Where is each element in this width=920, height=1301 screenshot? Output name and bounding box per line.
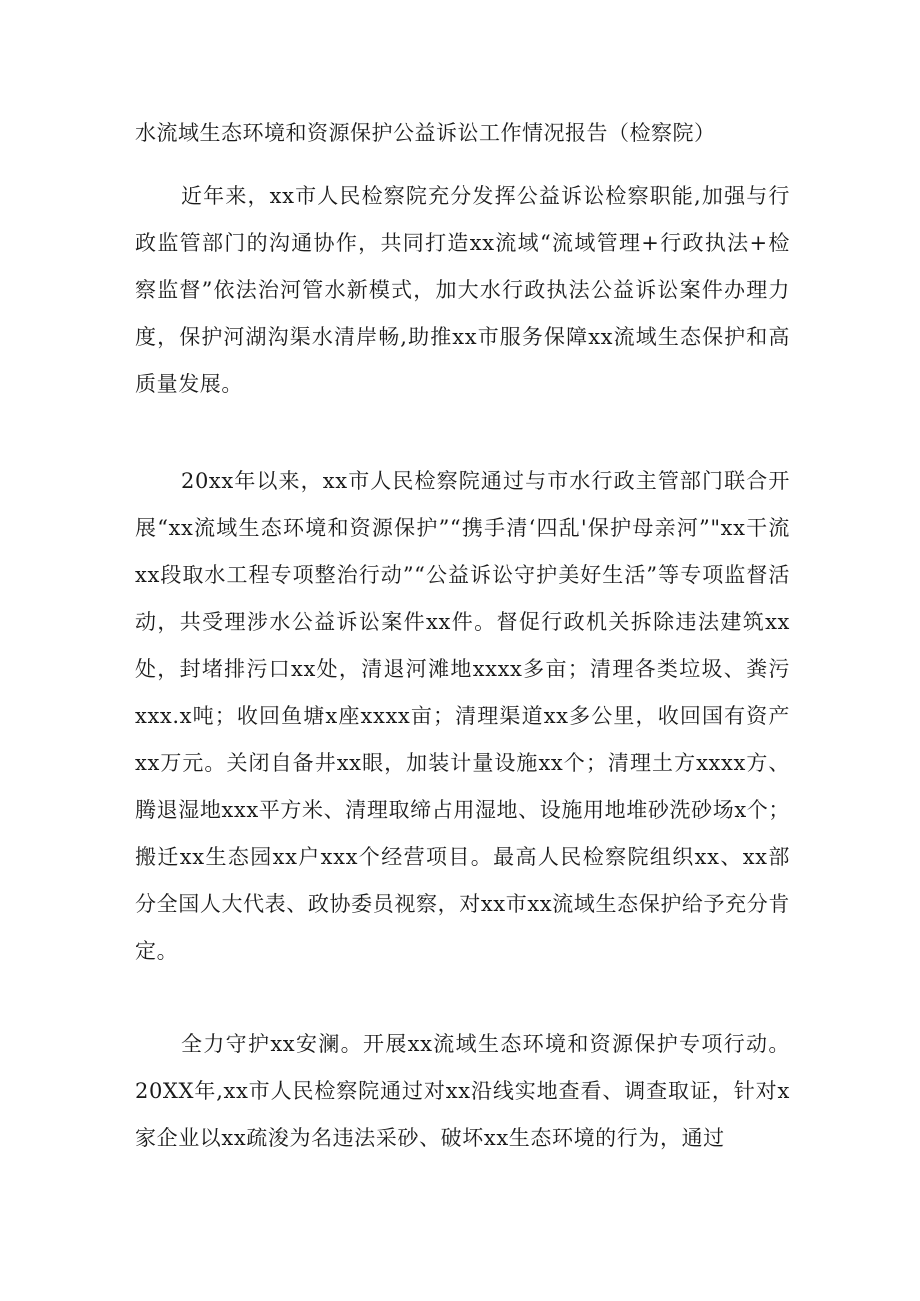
paragraph-protection: 全力守护xx安澜。开展xx流域生态环境和资源保护专项行动。20XX年,xx市人民检察院通过对xx沿线实地查看、调查取证，针对x家企业以xx疏浚为名违法采砂、破坏xx生态环境的行为，通过	[135, 1032, 790, 1150]
document-title: 水流域生态环境和资源保护公益诉讼工作情况报告（检察院）	[135, 121, 716, 145]
paragraph-intro: 近年来，xx市人民检察院充分发挥公益诉讼检察职能,加强与行政监管部门的沟通协作，共同打造xx流域“流域管理+行政执法+检察监督”依法治河管水新模式，加大水行政执法公益诉讼案件办理力度，保护河湖沟渠水清岸畅,助推xx市服务保障xx流域生态保护和高质量发展。	[135, 184, 790, 396]
paragraph-activities: 20xx年以来，xx市人民检察院通过与市水行政主管部门联合开展“xx流域生态环境和资源保护”“携手清‘四乱'保护母亲河”"xx干流xx段取水工程专项整治行动”“公益诉讼守护美好生活”等专项监督活动，共受理涉水公益诉讼案件xx件。督促行政机关拆除违法建筑xx处，封堵排污口xx处，清退河滩地xxxx多亩；清理各类垃圾、粪污xxx.x吨；收回鱼塘x座xxxx亩；清理渠道xx多公里，收回国有资产xx万元。关闭自备井xx眼，加装计量设施xx个；清理土方xxxx方、腾退湿地xxx平方米、清理取缔占用湿地、设施用地堆砂洗砂场x个；搬迁xx生态园xx户xxx个经营项目。最高人民检察院组织xx、xx部分全国人大代表、政协委员视察，对xx市xx流域生态保护给予充分肯定。	[135, 469, 790, 963]
